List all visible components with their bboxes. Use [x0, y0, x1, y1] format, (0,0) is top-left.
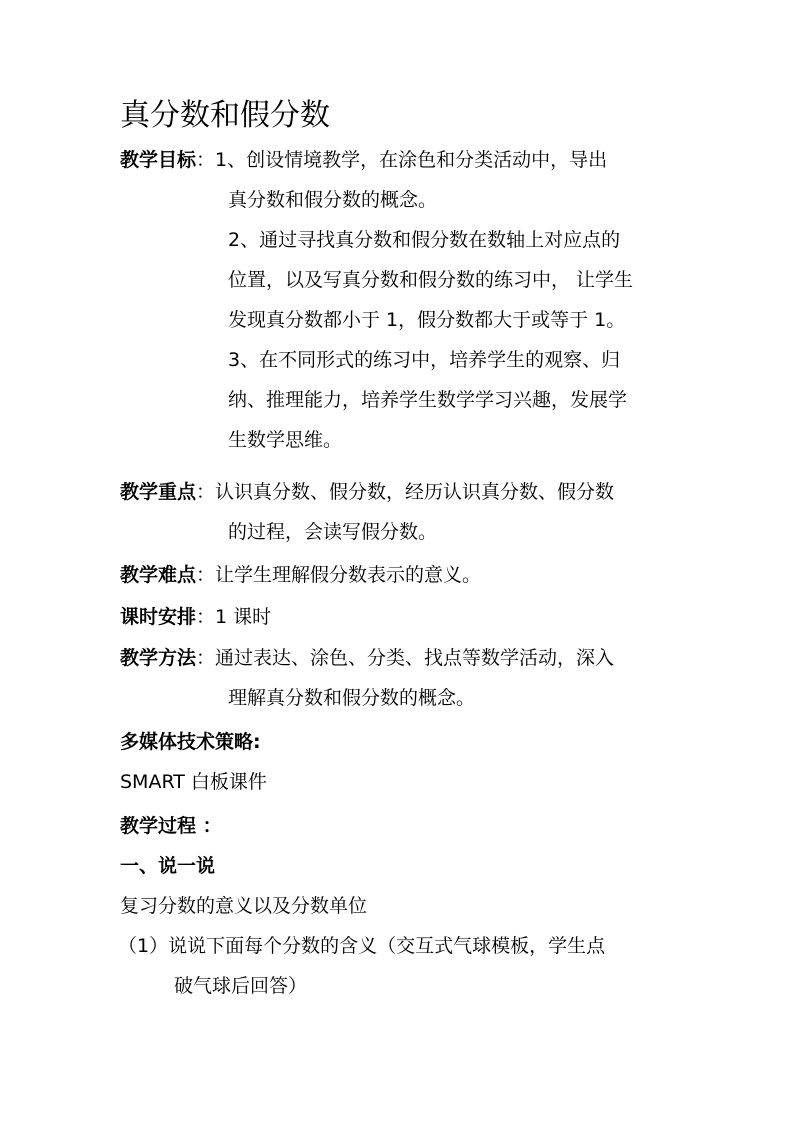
- teaching-goal-line: 发现真分数都小于 1，假分数都大于或等于 1。: [228, 309, 626, 331]
- difficulty-row: [120, 555, 680, 595]
- method-content: [215, 638, 680, 678]
- teaching-goals-colon: ：: [196, 149, 216, 171]
- method-line: 通过表达、涂色、分类、找点等数学活动，深入: [215, 647, 615, 669]
- key-points-row: [120, 472, 680, 512]
- teaching-goal-line: 真分数和假分数的概念。: [228, 189, 438, 211]
- key-points-label: 教学重点: [120, 481, 197, 503]
- teaching-goal-line: 1、创设情境教学，在涂色和分类活动中，导出: [215, 149, 608, 171]
- part1-item1-line: （1）说说下面每个分数的含义（交互式气球模板，学生点: [118, 935, 606, 957]
- media-section: [120, 722, 680, 802]
- teaching-goal-line: 生数学思维。: [228, 429, 343, 451]
- schedule-row: [120, 597, 680, 637]
- difficulty-label: 教学难点: [120, 564, 197, 586]
- teaching-goals-row: [120, 140, 680, 180]
- teaching-goal-line: 2、通过寻找真分数和假分数在数轴上对应点的: [228, 229, 621, 251]
- part1-intro: 复习分数的意义以及分数单位: [120, 895, 368, 917]
- method-row: [120, 638, 680, 678]
- media-text: SMART 白板课件: [120, 771, 267, 793]
- teaching-goal-line: 3、在不同形式的练习中，培养学生的观察、归: [228, 349, 621, 371]
- document-title: 真分数和假分数: [120, 98, 330, 133]
- method-line: 理解真分数和假分数的概念。: [228, 687, 476, 709]
- part1-item1-line: 破气球后回答）: [174, 975, 308, 997]
- teaching-goals-content: [215, 140, 680, 180]
- key-points-line: 认识真分数、假分数，经历认识真分数、假分数: [215, 481, 615, 503]
- difficulty-colon: ：: [196, 564, 216, 586]
- process-label: 教学过程 ：: [120, 815, 222, 837]
- key-points-content: [215, 472, 680, 512]
- media-label: 多媒体技术策略:: [120, 731, 261, 753]
- part1-heading: 一、说一说: [120, 855, 216, 877]
- difficulty-section: [120, 555, 680, 595]
- teaching-goals-label: 教学目标: [120, 149, 197, 171]
- difficulty-text: 让学生理解假分数表示的意义。: [215, 564, 482, 586]
- key-points-line: 的过程，会读写假分数。: [228, 521, 438, 543]
- schedule-section: [120, 597, 680, 637]
- key-points-colon: ：: [196, 481, 216, 503]
- method-colon: ：: [196, 647, 216, 669]
- teaching-goals-section: [120, 140, 680, 460]
- method-label: 教学方法: [120, 647, 197, 669]
- schedule-colon: ：: [196, 606, 216, 628]
- teaching-goal-line: 位置，以及写真分数和假分数的练习中， 让学生: [228, 269, 634, 291]
- key-points-section: [120, 472, 680, 552]
- schedule-label: 课时安排: [120, 606, 197, 628]
- process-section: [120, 806, 680, 1006]
- teaching-goal-line: 纳、推理能力，培养学生数学学习兴趣，发展学: [228, 389, 628, 411]
- schedule-text: 1 课时: [215, 606, 272, 628]
- method-section: [120, 638, 680, 718]
